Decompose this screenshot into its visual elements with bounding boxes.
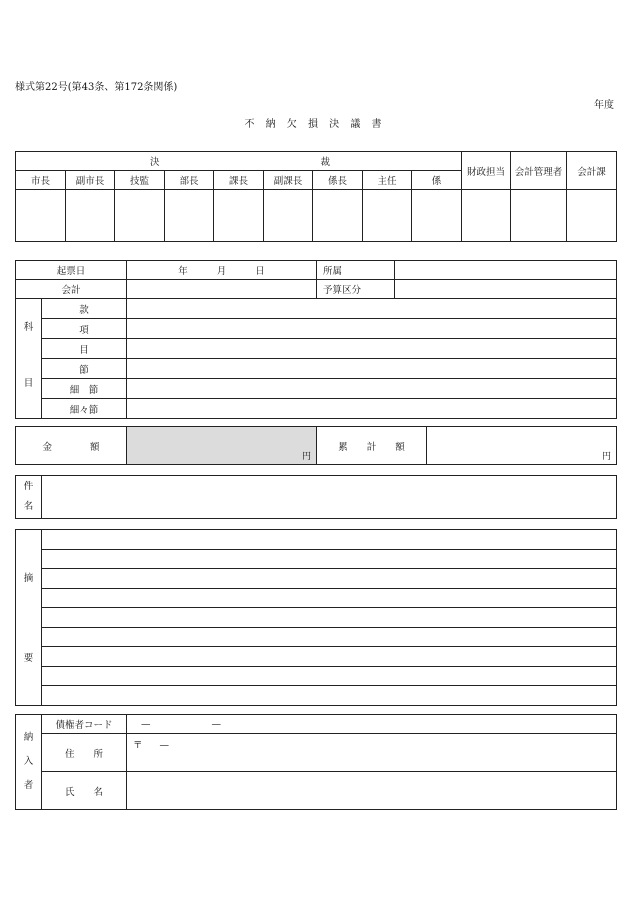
stamp-box[interactable]	[363, 190, 412, 242]
summary-label-top: 摘	[23, 573, 34, 584]
subject-side-label	[16, 299, 42, 419]
summary-line[interactable]	[42, 588, 617, 608]
subject-row-field[interactable]	[127, 319, 617, 339]
col-chief-engineer: 技監	[115, 171, 165, 190]
col-accounting-manager: 会計管理者	[511, 152, 567, 190]
subject-row-label: 項	[42, 319, 127, 339]
stamp-box[interactable]	[16, 190, 66, 242]
subject-label-top: 科	[23, 322, 34, 333]
subject-row-label: 節	[42, 359, 127, 379]
form-id: 様式第22号(第43条、第172条関係)	[15, 82, 178, 93]
subject-name-label-top: 件	[23, 481, 34, 492]
stamp-box[interactable]	[66, 190, 115, 242]
account-label: 会計	[16, 280, 127, 299]
summary-line[interactable]	[42, 627, 617, 647]
summary-line[interactable]	[42, 666, 617, 686]
summary-line[interactable]	[42, 569, 617, 589]
name-field[interactable]	[127, 772, 617, 810]
summary-line[interactable]	[42, 549, 617, 569]
amount-field[interactable]	[127, 427, 317, 465]
date-month: 月	[216, 266, 227, 277]
subject-row-field[interactable]	[127, 299, 617, 319]
code-dash-1: —	[141, 718, 151, 730]
summary-line[interactable]	[42, 686, 617, 706]
col-section-chief: 課長	[214, 171, 264, 190]
stamp-box[interactable]	[115, 190, 165, 242]
col-unit-chief: 係長	[313, 171, 363, 190]
subject-row-label: 目	[42, 339, 127, 359]
creditor-code-label: 債権者コード	[42, 715, 127, 734]
subject-row-label: 款	[42, 299, 127, 319]
cumulative-label: 累 計 額	[317, 427, 427, 465]
subject-row-field[interactable]	[127, 379, 617, 399]
date-year: 年	[178, 266, 188, 277]
payer-label-2: 入	[23, 756, 34, 767]
summary-table	[15, 529, 617, 706]
cumulative-field[interactable]	[427, 427, 617, 465]
stamp-box[interactable]	[567, 190, 617, 242]
payer-label-3: 者	[23, 780, 34, 791]
budget-field[interactable]	[395, 280, 617, 299]
decision-label-1: 決	[150, 157, 160, 168]
col-mayor: 市長	[16, 171, 66, 190]
subject-row-field[interactable]	[127, 359, 617, 379]
subject-name-field[interactable]	[42, 476, 617, 519]
amount-yen: 円	[301, 452, 311, 462]
approval-table	[15, 151, 617, 242]
amount-label: 金 額	[16, 427, 127, 465]
col-finance: 財政担当	[462, 152, 511, 190]
col-staff: 係	[412, 171, 462, 190]
col-senior-staff: 主任	[363, 171, 412, 190]
subject-name-label-bottom: 名	[23, 501, 34, 512]
stamp-box[interactable]	[214, 190, 264, 242]
stamp-box[interactable]	[313, 190, 363, 242]
account-field[interactable]	[127, 280, 317, 299]
summary-line[interactable]	[42, 530, 617, 550]
subject-name-label	[16, 476, 42, 519]
decision-header	[16, 152, 462, 171]
subject-row-label: 細々節	[42, 399, 127, 419]
stamp-box[interactable]	[412, 190, 462, 242]
department-field[interactable]	[395, 261, 617, 280]
payer-label-1: 納	[23, 732, 34, 743]
col-accounting-division: 会計課	[567, 152, 617, 190]
budget-label: 予算区分	[317, 280, 395, 299]
col-vice-mayor: 副市長	[66, 171, 115, 190]
summary-side-label	[16, 530, 42, 706]
code-dash-2: —	[211, 718, 222, 730]
department-label: 所属	[317, 261, 395, 280]
col-deputy-section-chief: 副課長	[264, 171, 313, 190]
subject-row-field[interactable]	[127, 399, 617, 419]
decision-label-2: 裁	[320, 157, 331, 168]
name-label: 氏 名	[42, 772, 127, 810]
summary-label-bottom: 要	[23, 653, 34, 664]
payer-table	[15, 714, 617, 810]
postal-dash: —	[159, 740, 170, 751]
draft-date-label: 起票日	[16, 261, 127, 280]
stamp-box[interactable]	[264, 190, 313, 242]
subject-row-field[interactable]	[127, 339, 617, 359]
info-table	[15, 260, 617, 419]
cumulative-yen: 円	[601, 452, 611, 462]
stamp-box[interactable]	[511, 190, 567, 242]
fiscal-year-label: 年度	[594, 100, 614, 111]
col-director: 部長	[165, 171, 214, 190]
amount-table	[15, 426, 617, 465]
address-label: 住 所	[42, 734, 127, 772]
creditor-code-field[interactable]	[127, 715, 617, 734]
summary-line[interactable]	[42, 608, 617, 628]
subject-row-label: 細 節	[42, 379, 127, 399]
stamp-box[interactable]	[462, 190, 511, 242]
postal-mark: 〒	[133, 740, 143, 751]
address-field[interactable]	[127, 734, 617, 772]
date-day: 日	[255, 266, 265, 277]
summary-line[interactable]	[42, 647, 617, 667]
draft-date-field[interactable]	[127, 261, 317, 280]
subject-name-table	[15, 475, 617, 519]
payer-side-label	[16, 715, 42, 810]
subject-label-bottom: 目	[23, 378, 34, 389]
document-title: 不 納 欠 損 決 議 書	[244, 119, 386, 130]
stamp-box[interactable]	[165, 190, 214, 242]
